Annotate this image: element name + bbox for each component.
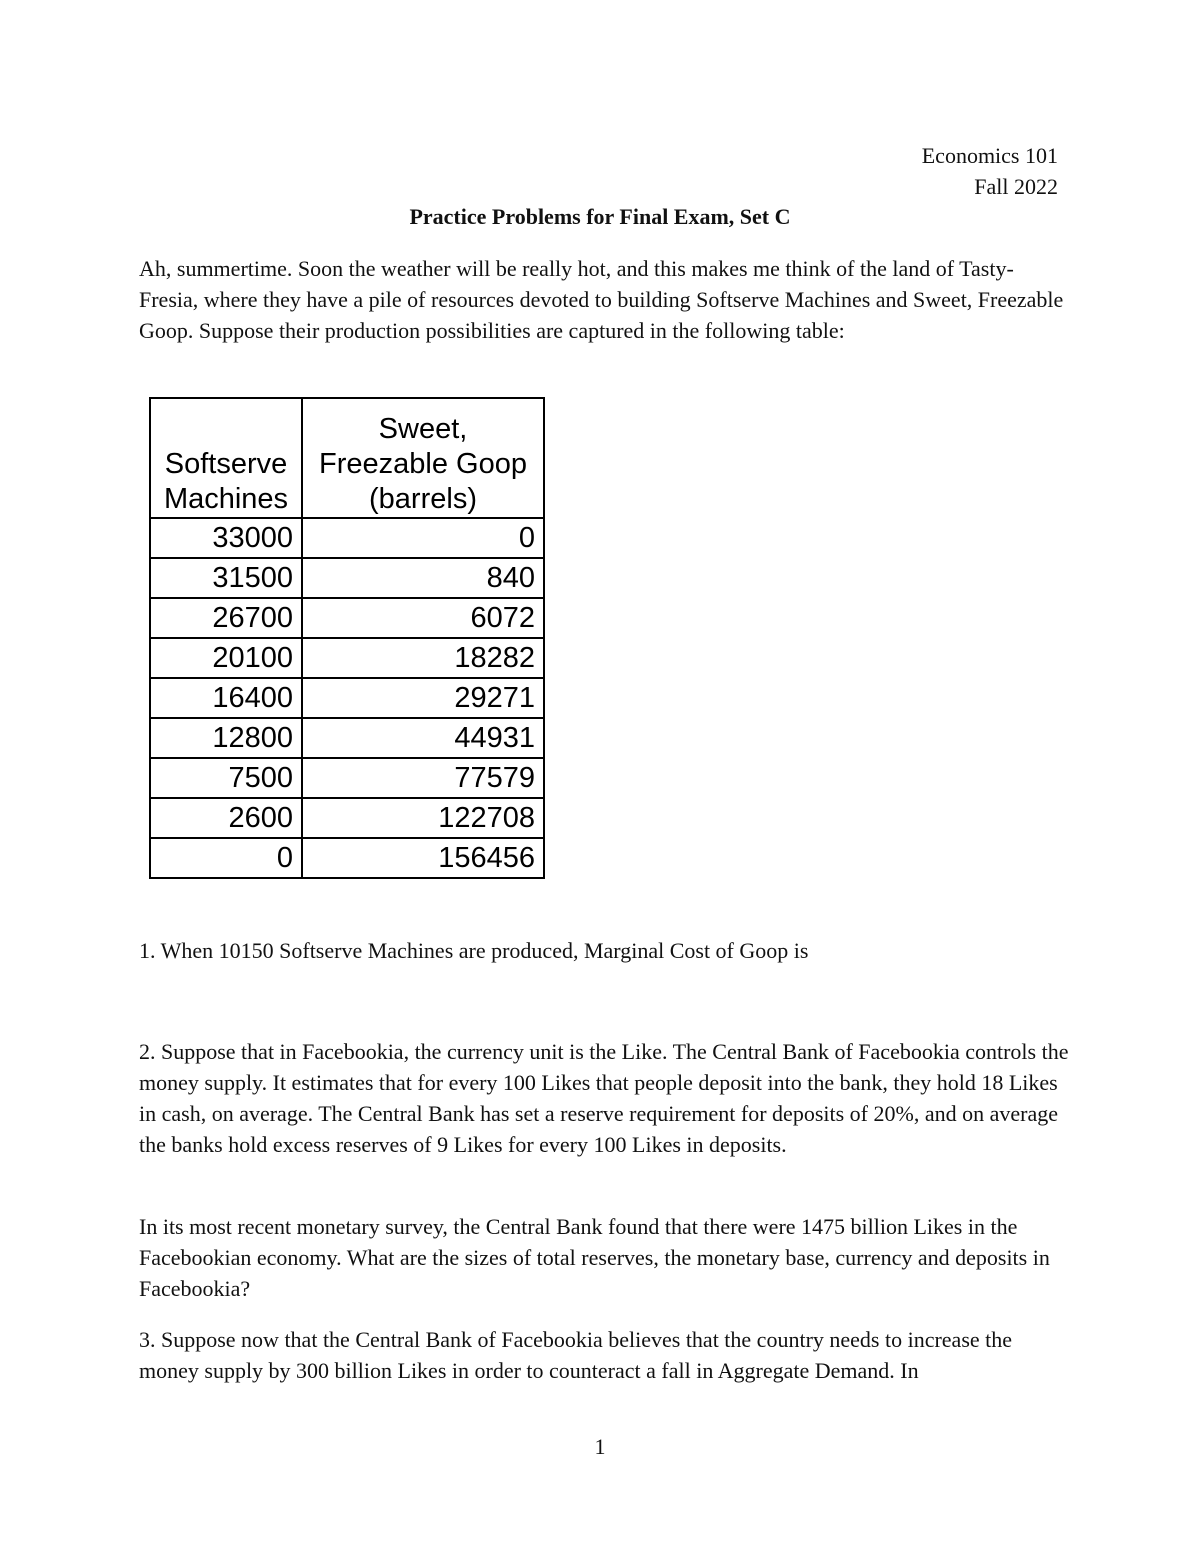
question-1: 1. When 10150 Softserve Machines are produced, Marginal Cost of Goop is: [139, 938, 809, 963]
question-2-continued: In its most recent monetary survey, the Central Bank found that there were 1475 billion Likes in the Facebookian economy. What are the sizes of total reserves, the monetary base, currency and deposits in Facebookia?: [139, 1214, 1050, 1301]
table-row: [150, 678, 544, 718]
softserve-value: 2600: [150, 798, 302, 838]
softserve-value: 26700: [150, 598, 302, 638]
course-term: Fall 2022: [974, 174, 1058, 199]
header-softserve-machines: Softserve Machines: [150, 398, 302, 518]
course-header: [922, 140, 1058, 202]
document-title: Practice Problems for Final Exam, Set C: [409, 204, 791, 229]
softserve-value: 0: [150, 838, 302, 878]
goop-value: 6072: [302, 598, 544, 638]
page-number: 1: [594, 1434, 606, 1459]
table-row: [150, 838, 544, 878]
goop-value: 29271: [302, 678, 544, 718]
goop-value: 18282: [302, 638, 544, 678]
table-row: [150, 758, 544, 798]
goop-value: 122708: [302, 798, 544, 838]
goop-value: 840: [302, 558, 544, 598]
course-name: Economics 101: [921, 143, 1058, 168]
table-row: [150, 718, 544, 758]
goop-value: 156456: [302, 838, 544, 878]
table-row: [150, 638, 544, 678]
softserve-value: 7500: [150, 758, 302, 798]
goop-value: 77579: [302, 758, 544, 798]
table-row: [150, 598, 544, 638]
softserve-value: 16400: [150, 678, 302, 718]
table-row: [150, 518, 544, 558]
softserve-value: 31500: [150, 558, 302, 598]
question-2: 2. Suppose that in Facebookia, the currency unit is the Like. The Central Bank of Facebookia controls the money supply. It estimates that for every 100 Likes that people deposit into the bank, they hold 18 Likes in cash, on average. The Central Bank has set a reserve requirement for deposits of 20%, and on average the banks hold excess reserves of 9 Likes for every 100 Likes in deposits.: [139, 1039, 1069, 1157]
intro-paragraph: Ah, summertime. Soon the weather will be really hot, and this makes me think of the land of Tasty-Fresia, where they have a pile of resources devoted to building Softserve Machines and Sweet, Freezable Goop. Suppose their production possibilities are captured in the following table:: [139, 256, 1064, 343]
table-row: [150, 558, 544, 598]
goop-value: 44931: [302, 718, 544, 758]
softserve-value: 33000: [150, 518, 302, 558]
production-possibilities-table: [149, 397, 545, 879]
question-3: 3. Suppose now that the Central Bank of Facebookia believes that the country needs to increase the money supply by 300 billion Likes in order to counteract a fall in Aggregate Demand. In: [139, 1327, 1013, 1383]
header-goop-barrels: Sweet, Freezable Goop (barrels): [302, 398, 544, 518]
softserve-value: 20100: [150, 638, 302, 678]
goop-value: 0: [302, 518, 544, 558]
table-header-row: [150, 398, 544, 518]
softserve-value: 12800: [150, 718, 302, 758]
table-row: [150, 798, 544, 838]
